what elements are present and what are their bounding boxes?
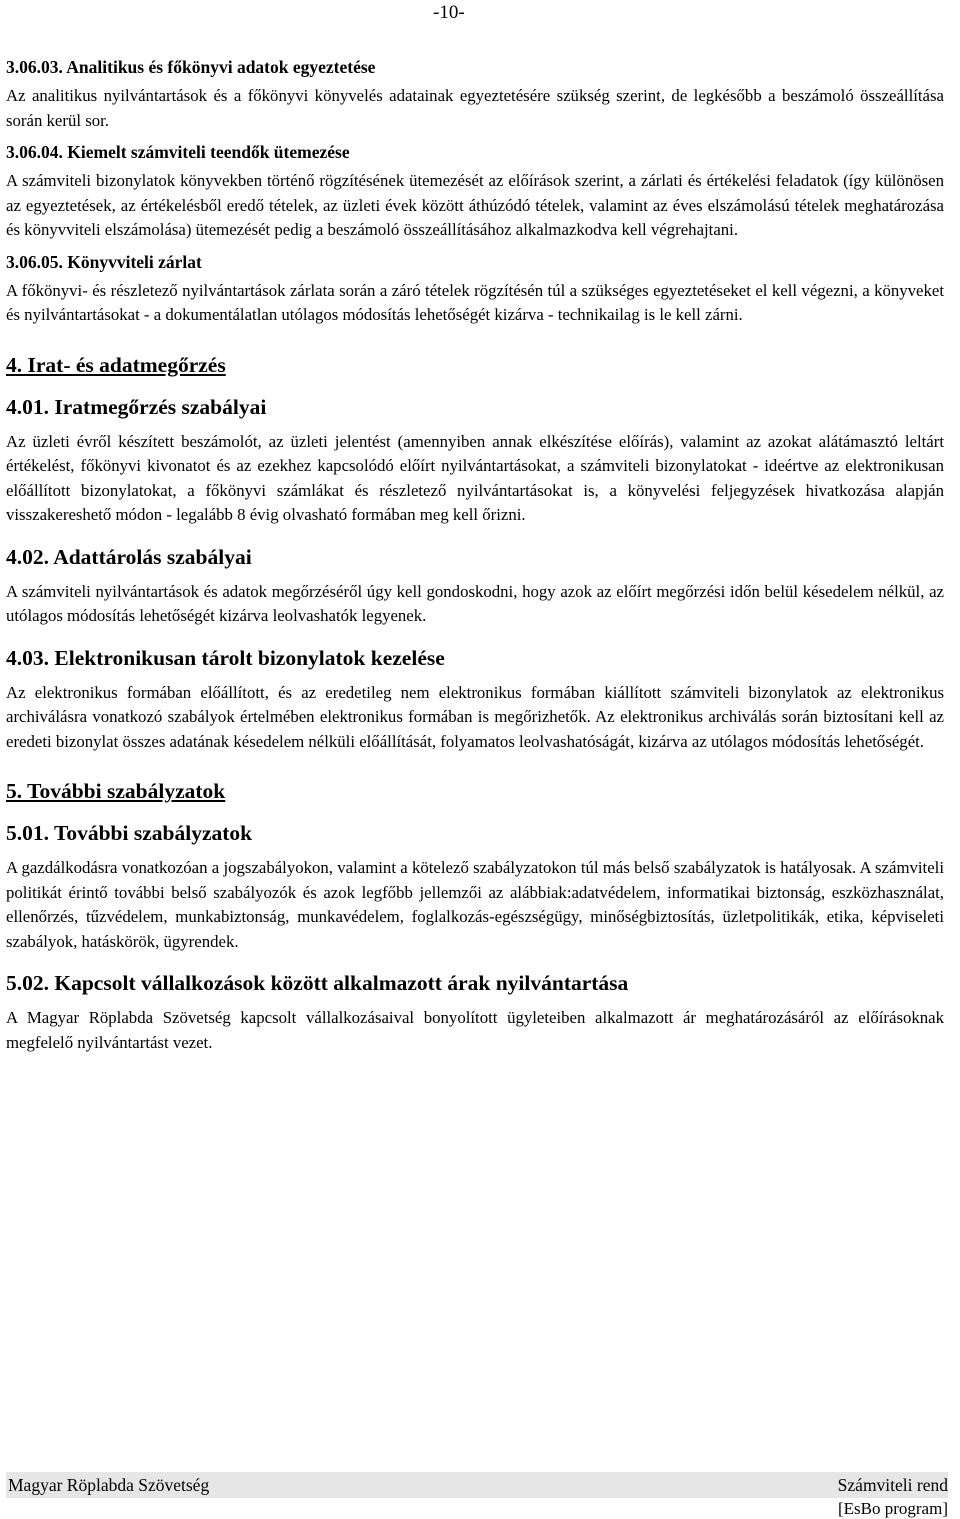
paragraph-3-06-05: A főkönyvi- és részletező nyilvántartások zárlata során a záró tételek rögzítésén túl a szükséges egyeztetéseket el kell végezni, a könyveket és nyilvántartásokat - a dokumentálatlan utólagos módosítás lehetőségét kizárva - technikailag is le kell zárni. [6,280,944,324]
heading-3-06-03: 3.06.03. Analitikus és főkönyvi adatok egyeztetése [6,57,376,77]
heading-5-02: 5.02. Kapcsolt vállalkozások között alkalmazott árak nyilvántartása [6,971,629,995]
heading-4-03: 4.03. Elektronikusan tárolt bizonylatok kezelése [6,645,445,670]
paragraph-3-06-04: A számviteli bizonylatok könyvekben történő rögzítésének ütemezését az előírások szerint, a zárlati és értékelési feladatok (így különösen az egyeztetések, az értékelésből eredő tételek, az üzleti évek között áthúzódó tételek, valamint az éves elszámolású tételek meghatározása és könyvviteli elszámolása) ütemezését pedig a beszámoló összeállításához alkalmazkodva kell végrehajtani. [6,171,944,239]
paragraph-5-01: A gazdálkodásra vonatkozóan a jogszabályokon, valamint a kötelező szabályzatokon túl más belső szabályzatok is hatályosak. A számviteli politikát érintő további belső szabályozók és azok legfőbb jellemzői az alábbiak:adatvédelem, informatikai biztonság, eszközhasználat, ellenőrzés, tűzvédelem, munkabiztonság, munkavédelem, foglalkozás-egészségügy, minőségbiztosítás, üzletpolitikák, etika, képviseleti szabályok, hatáskörök, ügyrendek. [6,858,944,951]
paragraph-4-03: Az elektronikus formában előállított, és az eredetileg nem elektronikus formában kiállított számviteli bizonylatok az elektronikus archiválásra vonatkozó szabályok értelmében elektronikus formában is megőrizhetők. Az elektronikus archiválás során biztosítani kell az eredeti bizonylat összes adatának késedelem nélküli előállítását, folyamatos leolvashatóságát, kizárva az utólagos módosítás lehetőségét. [6,682,944,751]
heading-3-06-05: 3.06.05. Könyvviteli zárlat [6,251,202,272]
paragraph-3-06-03: Az analitikus nyilvántartások és a főkönyvi könyvelés adatainak egyeztetésére szükség szerint, de legkésőbb a beszámoló összeállítása során kerül sor. [6,86,944,130]
paragraph-4-02: A számviteli nyilvántartások és adatok megőrzéséről úgy kell gondoskodni, hogy azok az előírt megőrzési időn belül késedelem nélkül, az utólagos módosítás lehetőségét kizárva leolvashatók legyenek. [6,581,944,625]
heading-5-01: 5.01. További szabályzatok [6,821,253,845]
heading-4-02: 4.02. Adattárolás szabályai [6,544,252,569]
page-content [6,56,944,1061]
page-footer [6,1472,948,1498]
paragraph-5-02: A Magyar Röplabda Szövetség kapcsolt vállalkozásaival bonyolított ügyleteiben alkalmazott ár meghatározásáról az előírásoknak megfelelő nyilvántartást vezet. [6,1008,944,1052]
heading-5: 5. További szabályzatok [6,779,226,803]
page-number: -10- [433,2,465,23]
heading-4: 4. Irat- és adatmegőrzés [6,352,226,377]
footer-program-note: [EsBo program] [837,1499,948,1518]
heading-4-01: 4.01. Iratmegőrzés szabályai [6,394,267,419]
footer-document-title: Számviteli rend [837,1475,948,1495]
paragraph-4-01: Az üzleti évről készített beszámolót, az üzleti jelentést (amennyiben annak elkészítése előírás), valamint az azokat alátámasztó leltárt értékelést, főkönyvi kivonatot és az ezekhez kapcsolódó előírt nyilvántartásokat, a számviteli bizonylatokat - ideértve az elektronikusan előállított bizonylatokat, a főkönyvi számlákat és részletező nyilvántartásokat is, a könyvelési feljegyzések hivatkozása alapján visszakereshető módon - legalább 8 évig olvasható formában meg kell őrizni. [6,431,944,524]
footer-organization: Magyar Röplabda Szövetség [8,1475,210,1495]
heading-3-06-04: 3.06.04. Kiemelt számviteli teendők ütemezése [6,142,350,162]
